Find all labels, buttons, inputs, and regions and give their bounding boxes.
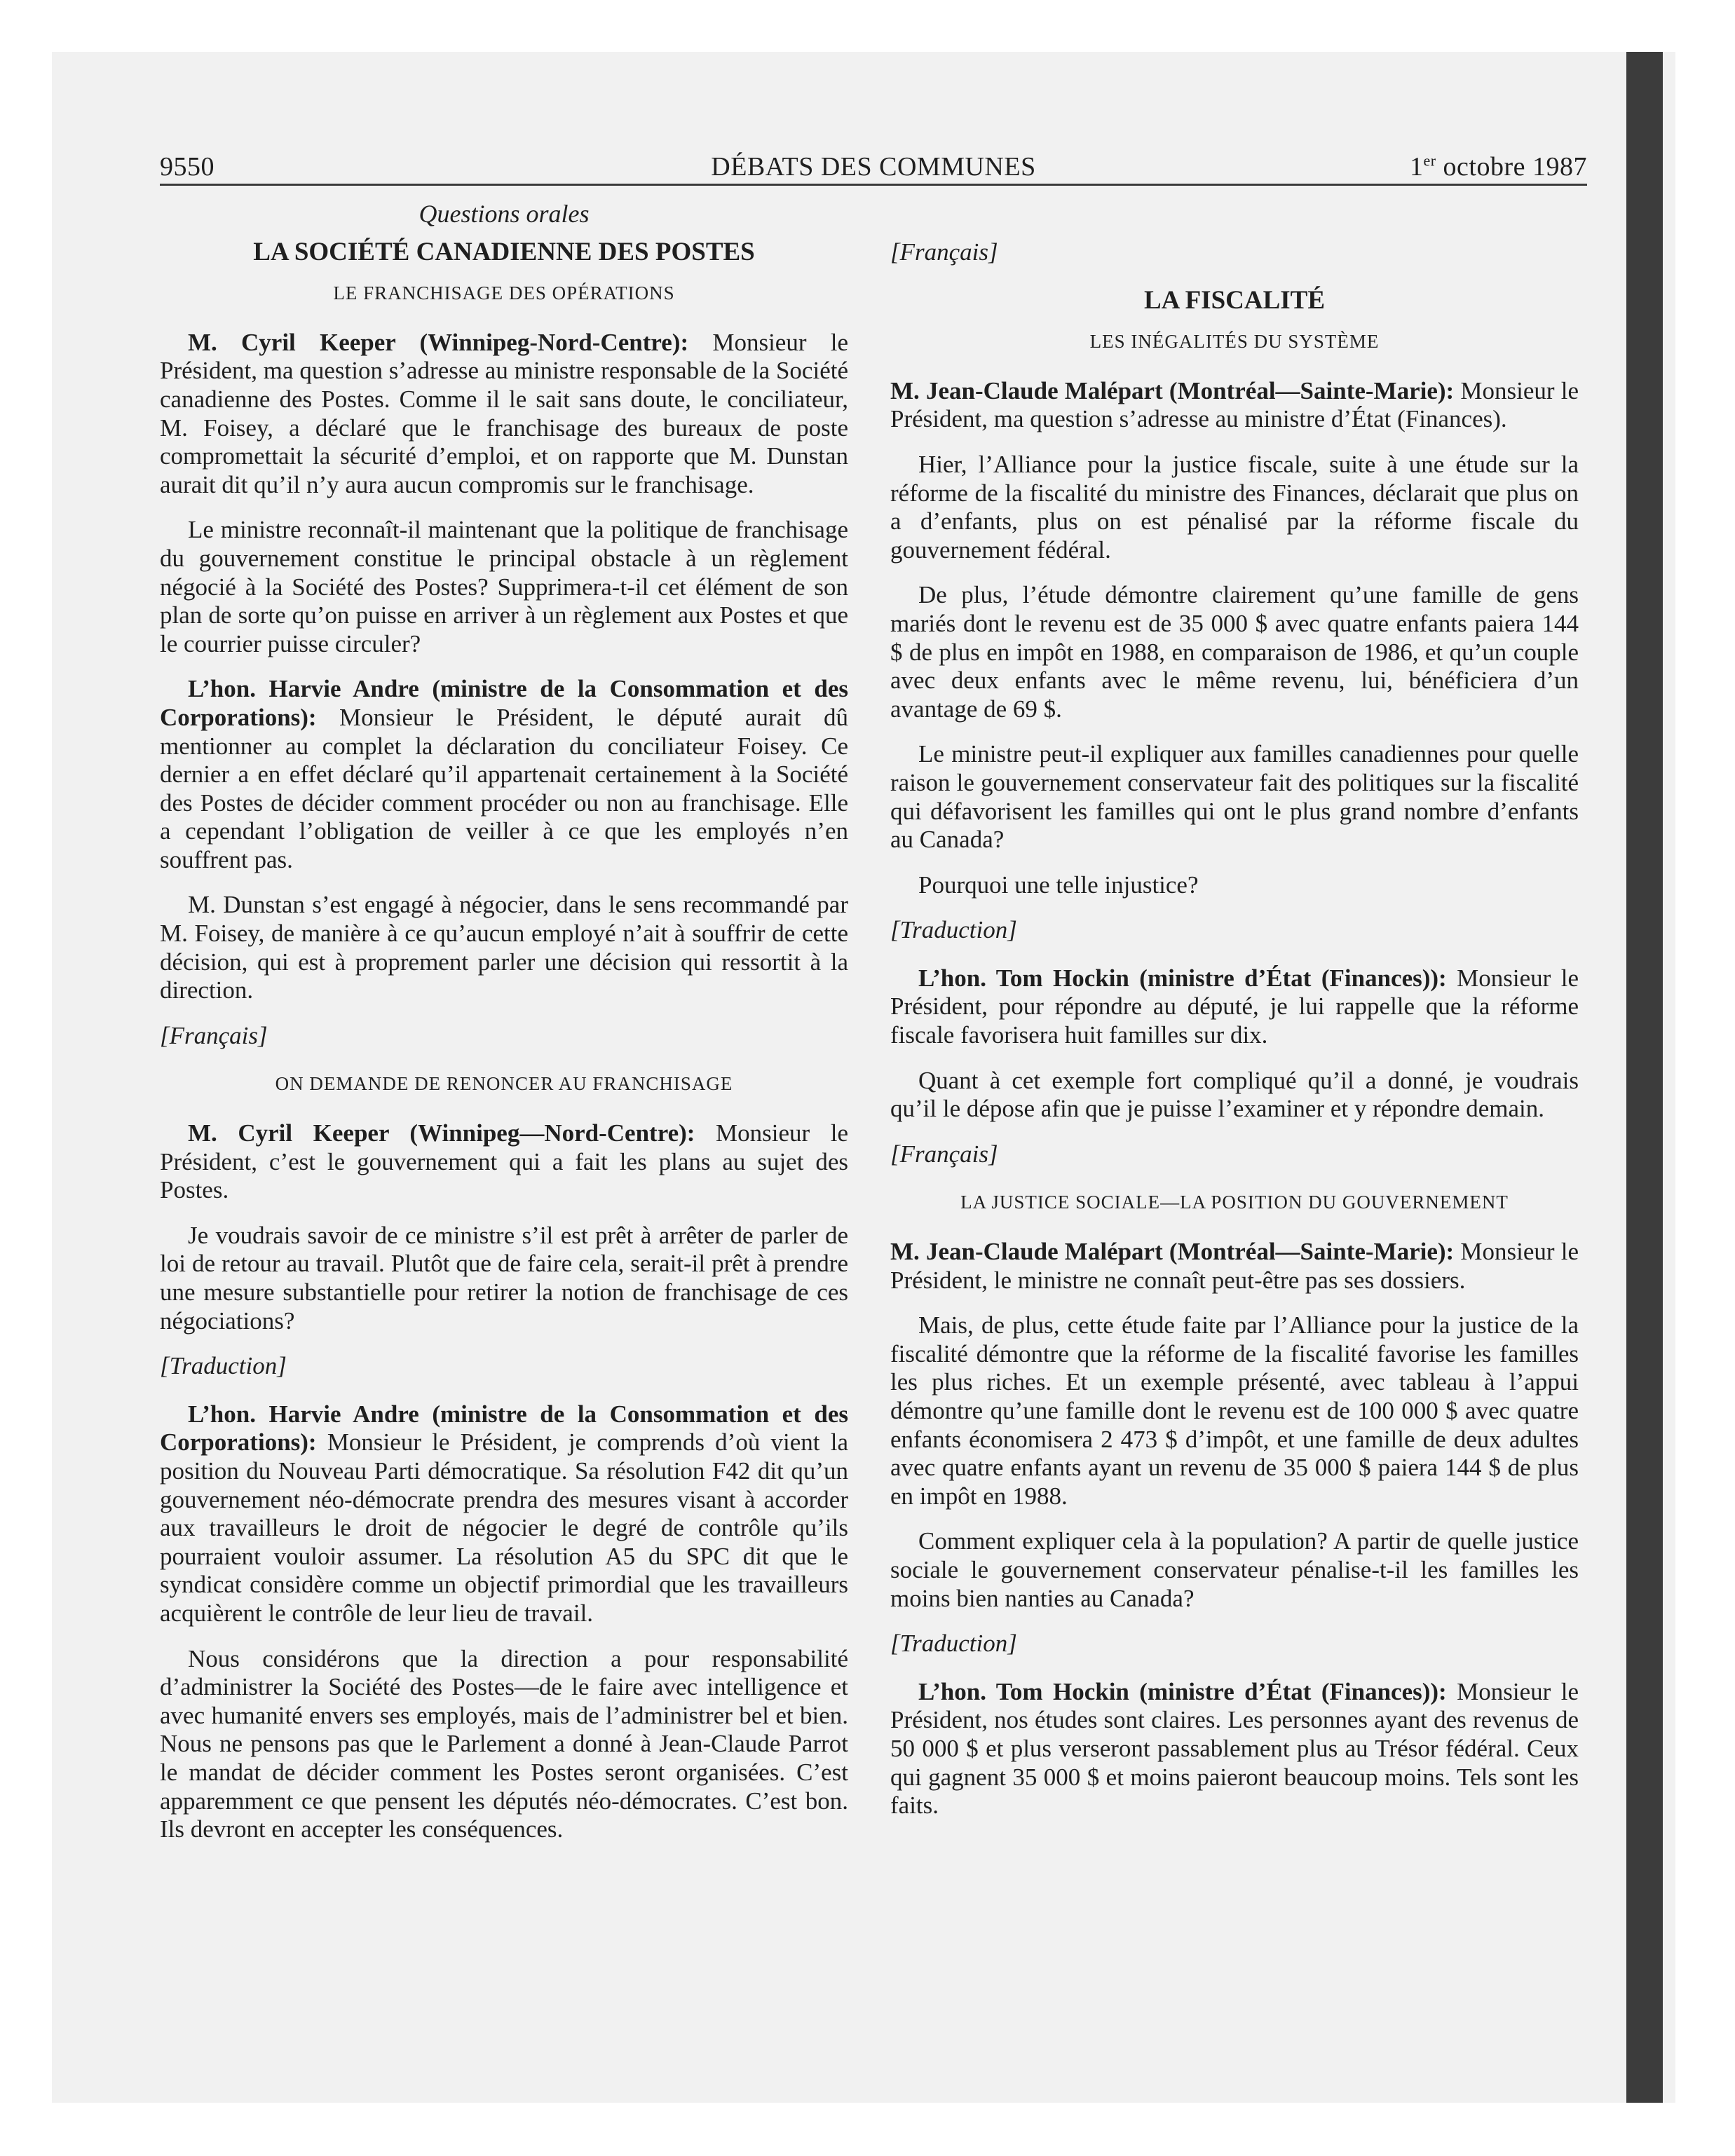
paragraph: L’hon. Harvie Andre (ministre de la Consommation et des Corporations): Monsieur le Président, le député aurait dû mentionner au complet la déclaration du conciliateur Foisey. Ce dernier a en effet déclaré qu’il appartenait certainement à la Société des Postes de décider comment procéder ou non au franchisage. Elle a cependant l’obligation de veiller à ce que les employés n’en souffrent pas. xyxy=(160,675,848,873)
speaker: L’hon. Harvie Andre (ministre de la Consommation et des Corporations): xyxy=(160,675,848,731)
paragraph: Nous considérons que la direction a pour responsabilité d’administrer la Société des Postes—de le faire avec intelligence et avec humanité envers ses employés, mais de l’administrer bel et bien. Nous ne pensons pas que le Parlement a donné à Jean-Claude Parrot le mandat de décider comment les Postes seront organisées. C’est apparemment ce que pensent les députés néo-démocrates. C’est bon. Ils devront en accepter les conséquences. xyxy=(160,1644,848,1843)
paragraph: M. Cyril Keeper (Winnipeg-Nord-Centre): Monsieur le Président, ma question s’adresse au ministre responsable de la Société canadienne des Postes. Comme il le sait sans doute, le conciliateur, M. Foisey, a déclaré que le franchisage des bureaux de poste compromettait la sécurité d’emploi, et on rapporte que M. Dunstan aurait dit qu’il n’y aura aucun compromis sur le franchisage. xyxy=(160,328,848,498)
paragraph: Pourquoi une telle injustice? xyxy=(918,871,1199,899)
paragraph: L’hon. Tom Hockin (ministre d’État (Finances)): Monsieur le Président, pour répondre au député, je lui rappelle que la réforme fiscale favorisera huit familles sur dix. xyxy=(890,964,1579,1049)
language-marker: [Français] xyxy=(890,238,998,266)
subheading-renoncer: ON DEMANDE DE RENONCER AU FRANCHISAGE xyxy=(275,1073,733,1095)
speaker: L’hon. Harvie Andre (ministre de la Consommation et des Corporations): xyxy=(160,1400,848,1456)
left-column xyxy=(160,200,848,1861)
paragraph: M. Cyril Keeper (Winnipeg—Nord-Centre): Monsieur le Président, c’est le gouvernement qui a fait les plans au sujet des Postes. xyxy=(160,1119,848,1204)
language-marker: [Traduction] xyxy=(890,916,1017,944)
publication-title: DÉBATS DES COMMUNES xyxy=(711,152,1036,182)
speaker: M. Cyril Keeper (Winnipeg-Nord-Centre): xyxy=(188,328,689,356)
paragraph: L’hon. Tom Hockin (ministre d’État (Finances)): Monsieur le Président, nos études sont claires. Les personnes ayant des revenus de 50 000 $ et plus verseront passablement plus au Trésor fédéral. Ceux qui gagnent 35 000 $ et moins paieront beaucoup moins. Tels sont les faits. xyxy=(890,1677,1579,1820)
speaker: M. Jean-Claude Malépart (Montréal—Sainte-Marie): xyxy=(890,1238,1455,1266)
paragraph: Comment expliquer cela à la population? A partir de quelle justice sociale le gouvernement conservateur pénalise-t-il les familles les moins bien nanties au Canada? xyxy=(890,1527,1579,1612)
speaker: M. Cyril Keeper (Winnipeg—Nord-Centre): xyxy=(188,1119,695,1147)
page-binding-edge xyxy=(1626,52,1663,2103)
heading-fiscalite: LA FISCALITÉ xyxy=(1143,285,1326,315)
language-marker: [Français] xyxy=(890,1140,998,1168)
subheading-inegalites: LES INÉGALITÉS DU SYSTÈME xyxy=(1089,331,1380,353)
page-date: 1er octobre 1987 xyxy=(1409,151,1587,182)
speaker: L’hon. Tom Hockin (ministre d’État (Finances)): xyxy=(918,1677,1447,1705)
language-marker: [Traduction] xyxy=(890,1630,1017,1658)
paragraph: Le ministre reconnaît-il maintenant que la politique de franchisage du gouvernement constitue le principal obstacle à un règlement négocié à la Société des Postes? Supprimera-t-il cet élément de son plan de sorte qu’on puisse en arriver à un règlement aux Postes et que le courrier puisse circuler? xyxy=(160,516,848,657)
speaker: M. Jean-Claude Malépart (Montréal—Sainte-Marie): xyxy=(890,376,1455,404)
heading-postes: LA SOCIÉTÉ CANADIENNE DES POSTES xyxy=(253,237,755,266)
paragraph: M. Jean-Claude Malépart (Montréal—Sainte-Marie): Monsieur le Président, ma question s’adresse au ministre d’État (Finances). xyxy=(890,376,1579,433)
page-header xyxy=(160,149,1587,186)
paragraph: Mais, de plus, cette étude faite par l’Alliance pour la justice de la fiscalité démontre que la réforme de la fiscalité favorise les familles les plus riches. Et un exemple présenté, avec tableau à l’appui démontre qu’une famille dont le revenu est de 100 000 $ avec quatre enfants économisera 2 473 $ d’impôt, et une famille de deux adultes avec quatre enfants ayant un revenu de 35 000 $ paiera 144 $ de plus en impôt en 1988. xyxy=(890,1311,1579,1510)
paragraph: Hier, l’Alliance pour la justice fiscale, suite à une étude sur la réforme de la fiscalité du ministre des Finances, déclarait que plus on a d’enfants, plus on est pénalisé par la réforme fiscale du gouvernement fédéral. xyxy=(890,450,1579,564)
page-number: 9550 xyxy=(160,152,215,182)
right-column xyxy=(890,238,1579,1837)
paragraph: Quant à cet exemple fort compliqué qu’il a donné, je voudrais qu’il le dépose afin que je puisse l’examiner et y répondre demain. xyxy=(890,1066,1579,1123)
subheading-justice-sociale: LA JUSTICE SOCIALE—LA POSITION DU GOUVERNEMENT xyxy=(960,1192,1509,1213)
paragraph: L’hon. Harvie Andre (ministre de la Consommation et des Corporations): Monsieur le Président, je comprends d’où vient la position du Nouveau Parti démocratique. Sa résolution F42 dit qu’un gouvernement néo-démocrate prendra des mesures visant à accorder aux travailleurs le droit de négocier le degré de contrôle qu’ils pourraient vouloir assumer. La résolution A5 du SPC dit que le syndicat considère comme un objectif primordial que les travailleurs acquièrent le contrôle de leur lieu de travail. xyxy=(160,1400,848,1627)
paragraph: De plus, l’étude démontre clairement qu’une famille de gens mariés dont le revenu est de 35 000 $ avec quatre enfants paiera 144 $ de plus en impôt en 1988, en comparaison de 1986, et qu’un couple avec deux enfants avec le même revenu, lui, bénéficiera d’un avantage de 69 $. xyxy=(890,581,1579,723)
language-marker: [Traduction] xyxy=(160,1352,287,1380)
subheading-franchisage: LE FRANCHISAGE DES OPÉRATIONS xyxy=(333,282,675,304)
speaker: L’hon. Tom Hockin (ministre d’État (Finances)): xyxy=(918,964,1447,992)
language-marker: [Français] xyxy=(160,1021,268,1049)
paragraph: M. Jean-Claude Malépart (Montréal—Sainte-Marie): Monsieur le Président, le ministre ne connaît peut-être pas ses dossiers. xyxy=(890,1238,1579,1294)
paragraph: M. Dunstan s’est engagé à négocier, dans le sens recommandé par M. Foisey, de manière à ce qu’aucun employé n’ait à souffrir de cette décision, qui est à proprement parler une décision qui ressortit à la direction. xyxy=(160,891,848,1004)
paragraph: Je voudrais savoir de ce ministre s’il est prêt à arrêter de parler de loi de retour au travail. Plutôt que de faire cela, serait-il prêt à prendre une mesure substantielle pour retirer la notion de franchisage de ces négociations? xyxy=(160,1221,848,1335)
paragraph: Le ministre peut-il expliquer aux familles canadiennes pour quelle raison le gouvernement conservateur fait des politiques sur la fiscalité qui défavorisent les familles qui ont le plus grand nombre d’enfants au Canada? xyxy=(890,740,1579,854)
section-title: Questions orales xyxy=(419,200,590,228)
